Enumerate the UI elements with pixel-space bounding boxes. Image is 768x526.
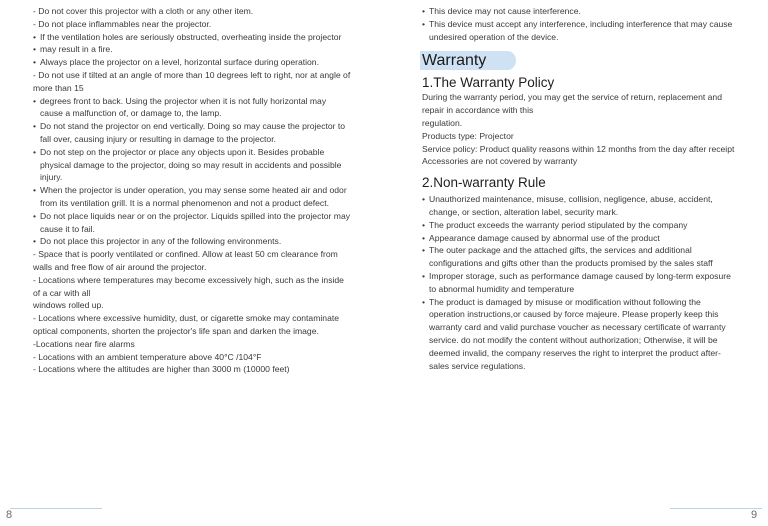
text-line: - Locations where temperatures may become excessively high, such as the inside of a car with all (33, 274, 344, 298)
bullet-item: • If the ventilation holes are seriously obstructed, overheating inside the projector (33, 31, 342, 42)
left-text-column (33, 5, 351, 376)
page-number: 8 (6, 509, 13, 521)
bullet-item: • Unauthorized maintenance, misuse, collision, negligence, abuse, accident, change, or section, alteration label, security mark. (422, 194, 713, 217)
bullet-item: • may result in a fire. (33, 44, 113, 55)
text-line: Products type: Projector (422, 130, 514, 141)
footer-rule (10, 508, 102, 509)
right-text-column (422, 5, 738, 372)
bullet-item: • Do not place this projector in any of the following environments. (33, 236, 282, 247)
bullet-item: • The product exceeds the warranty period stipulated by the company (422, 219, 688, 230)
text-line: During the warranty period, you may get the service of return, replacement and repair in accordance with this (422, 92, 722, 116)
bullet-item: • Do not place liquids near or on the projector. Liquids spilled into the projector may cause it to fail. (33, 210, 351, 234)
bullet-item: • Improper storage, such as performance damage caused by long-term exposure to abnormal humidity and temperature (422, 270, 731, 294)
text-line: regulation. (422, 117, 463, 128)
bullet-item: • Do not step on the projector or place any objects upon it. Besides probable physical damage to the projector, doing so may result in accidents and possible injury. (33, 146, 342, 183)
text-line: Service policy: Product quality reasons within 12 months from the day after receipt (422, 143, 735, 154)
bullet-item: • The outer package and the attached gifts, the services and additional configurations and gifts other than the products promised by the sales staff (422, 245, 713, 269)
bullet-item: • Appearance damage caused by abnormal use of the product (422, 232, 660, 243)
bullet-item: • Always place the projector on a level, horizontal surface during operation. (33, 57, 319, 68)
bullet-item: • degrees front to back. Using the projector when it is not fully horizontal may cause a malfunction of, or damage to, the lamp. (33, 95, 327, 119)
text-line: - Locations where the altitudes are higher than 3000 m (10000 feet) (33, 364, 290, 375)
text-line: - Locations with an ambient temperature above 40°C /104°F (33, 351, 262, 362)
non-warranty-heading: 2.Non-warranty Rule (422, 175, 546, 191)
warranty-policy-heading: 1.The Warranty Policy (422, 75, 555, 91)
warranty-heading-band (422, 51, 738, 71)
text-line: - Do not place inflammables near the projector. (33, 18, 212, 29)
bullet-item: • When the projector is under operation, you may sense some heated air and odor from its ventilation grill. It is a normal phenomenon and not a product defect. (33, 185, 347, 208)
warranty-heading: Warranty (422, 52, 487, 70)
page-number: 9 (751, 509, 758, 521)
right-page (384, 0, 768, 526)
bullet-item: • The product is damaged by misuse or modification without following the operation instructions,or caused by force majeure. Please properly keep this warranty card and valid purchase voucher as necessary certificate of warranty service. do not modify the content without authorization; Otherwise, it will be deemed invalid, the company reserves the right to interpret the product after-sales service regulations. (422, 296, 726, 371)
text-line: - Do not cover this projector with a cloth or any other item. (33, 6, 254, 16)
bullet-item: • This device must accept any interference, including interference that may cause undesired operation of the device. (422, 18, 733, 42)
text-line: -Locations near fire alarms (33, 338, 135, 349)
text-line: Accessories are not covered by warranty (422, 156, 578, 167)
text-line: windows rolled up. (33, 300, 104, 311)
text-line: - Space that is poorly ventilated or confined. Allow at least 50 cm clearance from walls and free flow of air around the projector. (33, 249, 338, 272)
bullet-item: • This device may not cause interference. (422, 6, 581, 16)
footer-rule (670, 508, 762, 509)
bullet-item: • Do not stand the projector on end vertically. Doing so may cause the projector to fall over, causing injury or resulting in damage to the projector. (33, 121, 346, 144)
text-line: - Do not use if tilted at an angle of more than 10 degrees left to right, nor at angle of more than 15 (33, 69, 351, 93)
text-line: - Locations where excessive humidity, dust, or cigarette smoke may contaminate optical components, shorten the projector's life span and darken the image. (33, 313, 340, 336)
